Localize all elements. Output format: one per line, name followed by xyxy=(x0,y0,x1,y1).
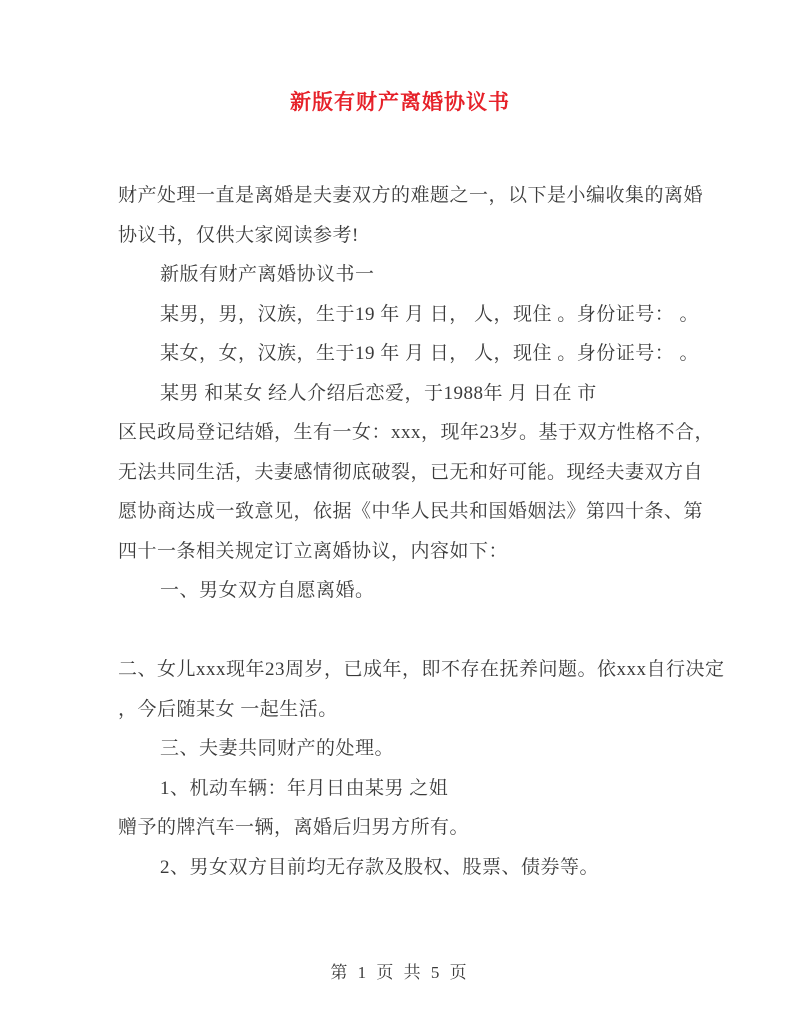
document-line: 财产处理一直是离婚是夫妻双方的难题之一，以下是小编收集的离婚 xyxy=(118,185,704,206)
document-line: 三、夫妻共同财产的处理。 xyxy=(160,738,395,759)
document-line: 新版有财产离婚协议书一 xyxy=(160,264,375,285)
document-line: 一、男女双方自愿离婚。 xyxy=(160,580,375,601)
document-line: 协议书，仅供大家阅读参考! xyxy=(118,224,359,246)
document-line: 2、男女双方目前均无存款及股权、股票、债券等。 xyxy=(160,856,600,878)
page-number-footer: 第 1 页 共 5 页 xyxy=(330,963,470,982)
document-line: 愿协商达成一致意见，依据《中华人民共和国婚姻法》第四十条、第 xyxy=(118,501,704,522)
document-line: 赠予的牌汽车一辆，离婚后归男方所有。 xyxy=(118,817,470,838)
document-line: 1、机动车辆：年月日由某男 之姐 xyxy=(160,777,449,799)
document-body xyxy=(118,176,725,887)
document-line: 某女，女，汉族，生于19 年 月 日， 人，现住 。身份证号： 。 xyxy=(160,343,700,364)
document-title: 新版有财产离婚协议书 xyxy=(290,90,510,114)
document-line: 某男，男，汉族，生于19 年 月 日， 人，现住 。身份证号： 。 xyxy=(160,303,700,325)
document-line xyxy=(118,611,684,651)
document-line: 四十一条相关规定订立离婚协议，内容如下： xyxy=(118,540,509,562)
document-line: 区民政局登记结婚，生有一女：xxx，现年23岁。基于双方性格不合， xyxy=(118,422,715,443)
document-line: 二、女儿xxx现年23周岁，已成年，即不存在抚养问题。依xxx自行决定 xyxy=(118,659,725,680)
document-line: ，今后随某女 一起生活。 xyxy=(118,698,338,720)
document-line: 无法共同生活，夫妻感情彻底破裂，已无和好可能。现经夫妻双方自 xyxy=(118,461,704,483)
document-line: 某男 和某女 经人介绍后恋爱，于1988年 月 日在 市 xyxy=(160,382,597,404)
